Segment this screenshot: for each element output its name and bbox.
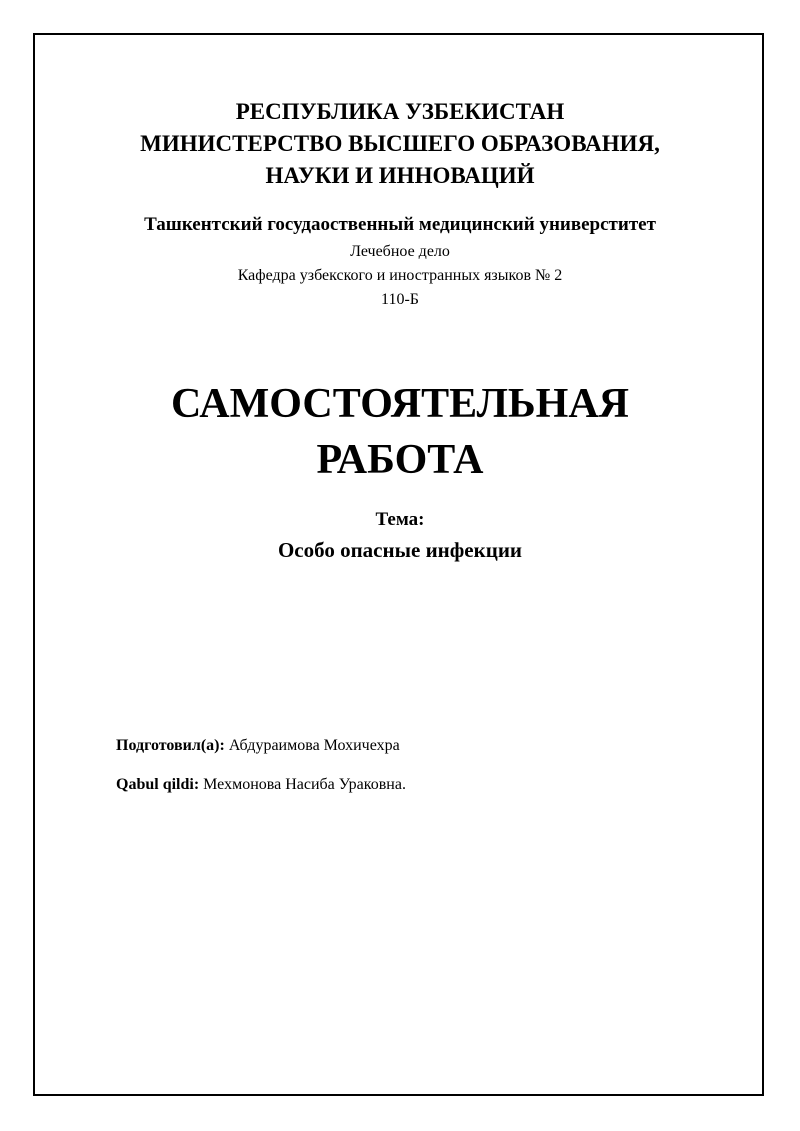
page-border <box>33 33 764 1096</box>
topic-label: Тема: <box>375 509 425 530</box>
faculty-name: Лечебное дело <box>350 243 450 260</box>
accepted-by <box>116 773 406 797</box>
accepted-by-label: Qabul qildi: <box>116 776 200 793</box>
department-name: Кафедра узбекского и иностранных языков № 2 <box>237 267 563 284</box>
header-ministry: МИНИСТЕРСТВО ВЫСШЕГО ОБРАЗОВАНИЯ, <box>140 131 660 156</box>
university-name: Ташкентский госудаоственный медицинский универститет <box>144 214 656 235</box>
work-title-line2: РАБОТА <box>316 437 484 483</box>
prepared-by <box>116 734 400 758</box>
group-number: 110-Б <box>381 291 419 308</box>
prepared-by-label: Подготовил(а): <box>116 737 225 754</box>
work-title <box>0 376 800 488</box>
work-title-line1: САМОСТОЯТЕЛЬНАЯ <box>171 381 629 427</box>
country-ministry-header <box>0 96 800 192</box>
topic-text: Особо опасные инфекции <box>277 538 523 562</box>
header-ministry-cont: НАУКИ И ИННОВАЦИЙ <box>265 163 535 188</box>
prepared-by-name: Абдураимова Мохичехра <box>224 737 400 754</box>
accepted-by-name: Мехмонова Насиба Ураковна. <box>199 776 406 793</box>
header-country: РЕСПУБЛИКА УЗБЕКИСТАН <box>235 99 565 124</box>
